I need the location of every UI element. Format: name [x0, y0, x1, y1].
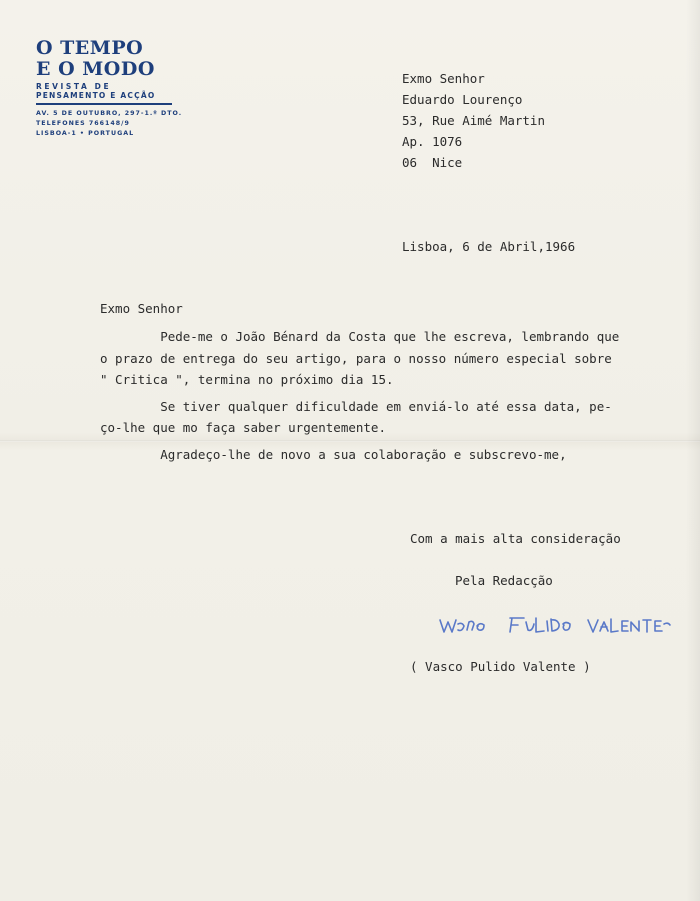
body-line: ço-lhe que mo faça saber urgentemente. — [100, 420, 386, 435]
body-line: o prazo de entrega do seu artigo, para o nosso número especial sobre — [100, 351, 612, 366]
letterhead-subtitle-line1: REVISTA DE — [36, 82, 112, 91]
letterhead-address-line2: TELEFONES 766148/9 — [36, 120, 130, 127]
letterhead — [36, 37, 183, 139]
recipient-line: 53, Rue Aimé Martin — [402, 113, 545, 128]
paper-fold — [0, 440, 700, 442]
signatory-name: ( Vasco Pulido Valente ) — [410, 659, 591, 674]
handwritten-signature — [438, 610, 673, 638]
letterhead-address-line3: LISBOA-1 • PORTUGAL — [36, 130, 135, 137]
recipient-line: Eduardo Lourenço — [402, 92, 523, 107]
salutation: Exmo Senhor — [100, 301, 183, 316]
letterhead-title-line1: O TEMPO — [36, 37, 144, 59]
paper-edge-shadow — [686, 0, 700, 901]
recipient-line: Exmo Senhor — [402, 71, 485, 86]
letterhead-rule — [36, 103, 172, 105]
closing-phrase: Com a mais alta consideração — [410, 531, 621, 546]
department-line: Pela Redacção — [455, 573, 553, 588]
letterhead-title-line2: E O MODO — [36, 58, 155, 80]
body-line: Pede-me o João Bénard da Costa que lhe escreva, lembrando que — [100, 329, 620, 344]
letterhead-address-line1: AV. 5 DE OUTUBRO, 297-1.º DTO. — [36, 110, 183, 117]
body-line: " Critica ", termina no próximo dia 15. — [100, 372, 394, 387]
recipient-address — [402, 68, 545, 173]
recipient-line: Ap. 1076 — [402, 134, 463, 149]
recipient-line: 06 Nice — [402, 155, 463, 170]
letterhead-subtitle-line2: PENSAMENTO E ACÇÃO — [36, 91, 156, 100]
body-line: Agradeço-lhe de novo a sua colaboração e subscrevo-me, — [100, 447, 567, 462]
body-line: Se tiver qualquer dificuldade em enviá-lo até essa data, pe- — [100, 399, 612, 414]
letter-date: Lisboa, 6 de Abril,1966 — [402, 239, 576, 254]
